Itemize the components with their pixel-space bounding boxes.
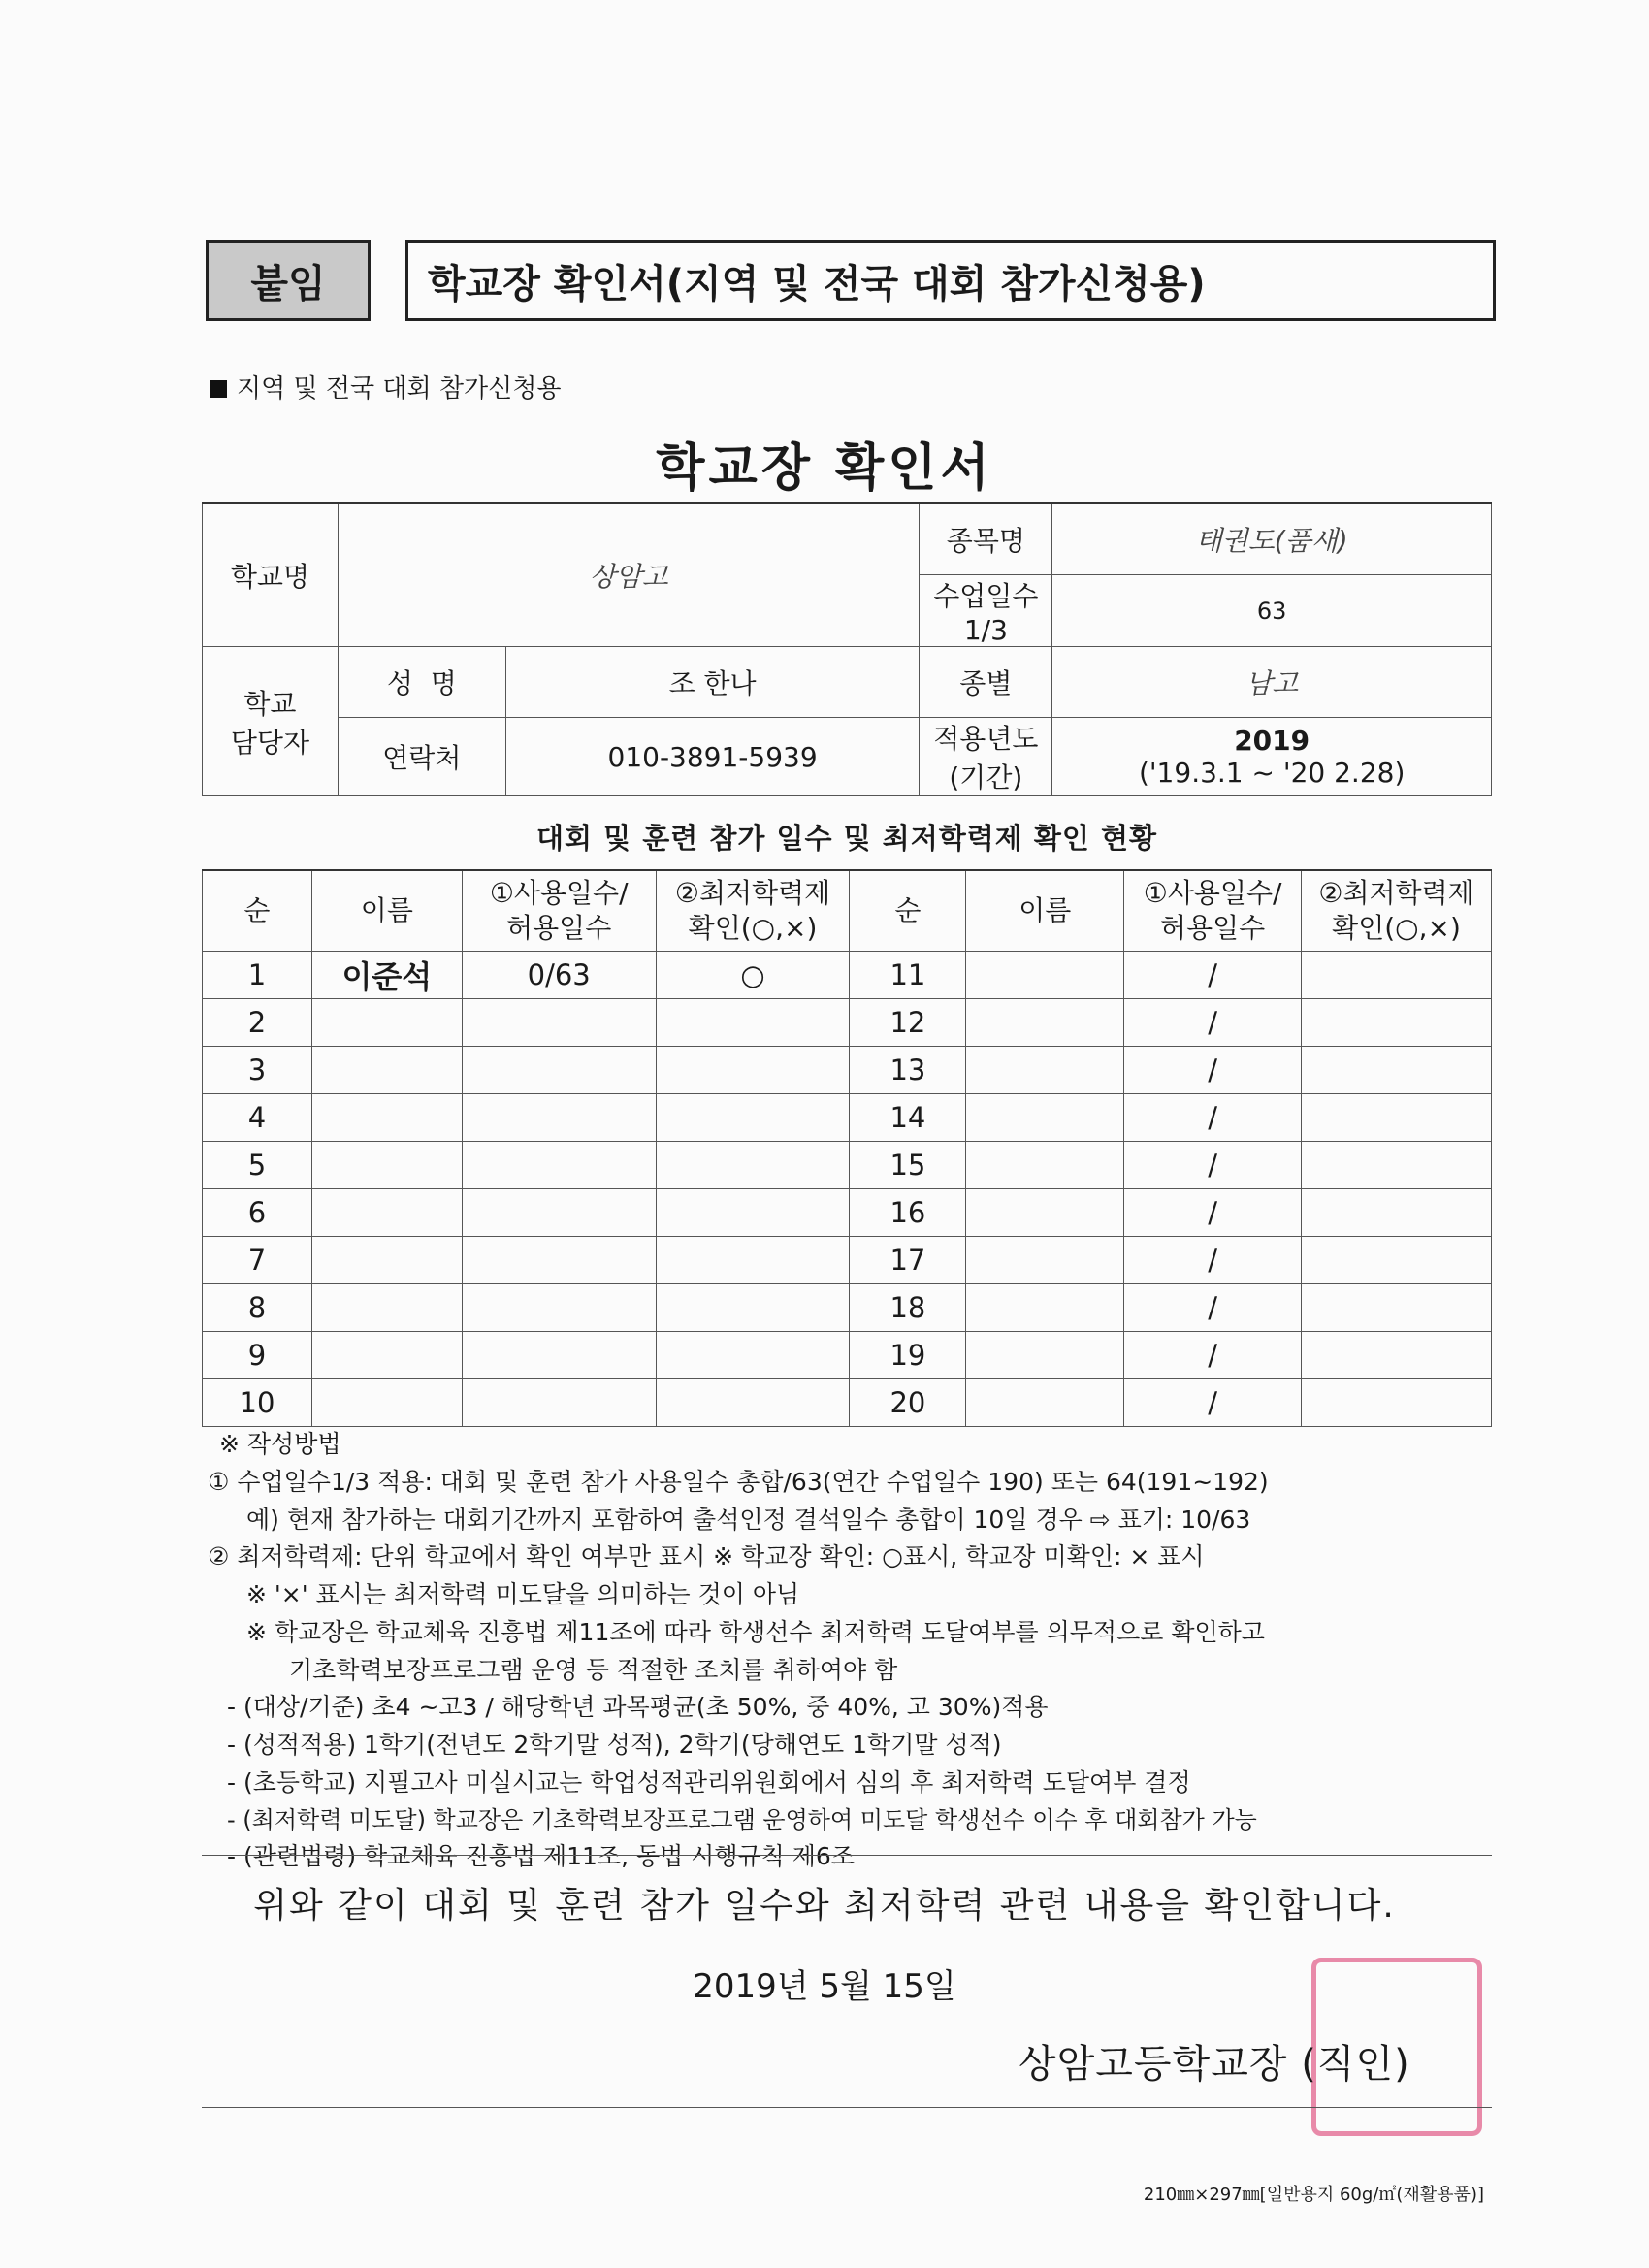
col-check-right (1302, 870, 1492, 952)
note-d3: - (초등학교) 지필고사 미실시교는 학업성적관리위원회에서 심의 후 최저학력 도달여부 결정 (227, 1767, 1191, 1797)
row-days: / (1124, 1142, 1302, 1189)
info-table (202, 502, 1492, 796)
col-check-left-line1: ②최저학력제 (674, 876, 831, 909)
row-no: 19 (850, 1332, 966, 1379)
row-no: 6 (203, 1189, 312, 1237)
row-name (966, 1284, 1124, 1332)
school-label: 학교명 (203, 503, 339, 647)
row-check (1302, 952, 1492, 999)
row-check (656, 1047, 850, 1094)
col-check-right-line2: 확인(○,×) (1332, 912, 1461, 944)
row-name (966, 1142, 1124, 1189)
period-value: ('19.3.1 ~ '20 2.28) (1138, 757, 1406, 789)
table-row (203, 952, 1492, 999)
row-days (462, 1094, 656, 1142)
row-name (311, 999, 462, 1047)
year-label-line1: 적용년도 (933, 723, 1039, 755)
row-days: / (1124, 1094, 1302, 1142)
col-check-left (656, 870, 850, 952)
col-no-right: 순 (850, 870, 966, 952)
row-name (966, 1189, 1124, 1237)
divider-top (202, 1855, 1492, 1856)
table-row (203, 999, 1492, 1047)
row-no: 17 (850, 1237, 966, 1284)
row-no: 20 (850, 1379, 966, 1427)
row-name (311, 1284, 462, 1332)
row-name (311, 1379, 462, 1427)
days-value: 63 (1052, 575, 1492, 647)
table-row (203, 1047, 1492, 1094)
staff-label (203, 647, 339, 796)
note-4a: ※ 학교장은 학교체육 진흥법 제11조에 따라 학생선수 최저학력 도달여부를 의무적으로 확인하고 (246, 1617, 1265, 1646)
section-title: 대회 및 훈련 참가 일수 및 최저학력제 확인 현황 (535, 822, 1158, 855)
roster-header-row (203, 870, 1492, 952)
row-name: 이준석 (311, 952, 462, 999)
row-no: 7 (203, 1237, 312, 1284)
row-no: 3 (203, 1047, 312, 1094)
roster-table (202, 869, 1492, 1427)
year-value: 2019 (1234, 725, 1310, 757)
row-check (656, 1284, 850, 1332)
event-value: 태권도(품새) (1052, 503, 1492, 575)
row-name (311, 1047, 462, 1094)
row-days: 0/63 (462, 952, 656, 999)
row-check (656, 1094, 850, 1142)
square-bullet-icon (210, 380, 227, 398)
row-days (462, 1332, 656, 1379)
row-check (656, 1142, 850, 1189)
row-name (966, 952, 1124, 999)
gender-value: 남고 (1052, 647, 1492, 718)
row-name (311, 1237, 462, 1284)
col-name-right: 이름 (966, 870, 1124, 952)
row-days: / (1124, 1047, 1302, 1094)
table-row (203, 1284, 1492, 1332)
event-label: 종목명 (920, 503, 1052, 575)
note-d4: - (최저학력 미도달) 학교장은 기초학력보장프로그램 운영하여 미도달 학생선수 이수 후 대회참가 가능 (227, 1805, 1257, 1833)
col-check-right-line1: ②최저학력제 (1318, 876, 1474, 909)
days-label-line1: 수업일수 (933, 580, 1039, 612)
days-label (920, 575, 1052, 647)
row-check (1302, 999, 1492, 1047)
row-days: / (1124, 999, 1302, 1047)
row-check (1302, 1332, 1492, 1379)
contact-value: 010-3891-5939 (505, 718, 920, 796)
attachment-tag: 붙임 (206, 240, 371, 321)
col-no-left: 순 (203, 870, 312, 952)
year-cell (1052, 718, 1492, 796)
col-name-left: 이름 (311, 870, 462, 952)
row-no: 14 (850, 1094, 966, 1142)
confirmation-statement: 위와 같이 대회 및 훈련 참가 일수와 최저학력 관련 내용을 확인합니다. (253, 1886, 1396, 1926)
note-d2: - (성적적용) 1학기(전년도 2학기말 성적), 2학기(당해연도 1학기말 성적) (227, 1731, 1002, 1759)
row-check (1302, 1189, 1492, 1237)
row-no: 5 (203, 1142, 312, 1189)
row-no: 18 (850, 1284, 966, 1332)
row-check (656, 1189, 850, 1237)
note-d5: - (관련법령) 학교체육 진흥법 제11조, 동법 시행규칙 제6조 (227, 1841, 855, 1870)
row-days (462, 1284, 656, 1332)
days-label-line2: 1/3 (963, 614, 1008, 646)
gender-label: 종별 (920, 647, 1052, 718)
note-d1: - (대상/기준) 초4 ~고3 / 해당학년 과목평균(초 50%, 중 40%, 고 30%)적용 (227, 1693, 1049, 1722)
table-row (203, 1189, 1492, 1237)
subheading (210, 369, 561, 405)
row-days: / (1124, 952, 1302, 999)
divider-bottom (202, 2107, 1492, 2108)
row-name (311, 1332, 462, 1379)
row-days (462, 1189, 656, 1237)
row-no: 10 (203, 1379, 312, 1427)
row-days (462, 999, 656, 1047)
document-title: 학교장 확인서 (656, 439, 993, 498)
note-3: ※ '×' 표시는 최저학력 미도달을 의미하는 것이 아님 (246, 1580, 800, 1608)
note-2: ② 최저학력제: 단위 학교에서 확인 여부만 표시 ※ 학교장 확인: ○표시, 학교장 미확인: × 표시 (208, 1542, 1205, 1571)
row-no: 9 (203, 1332, 312, 1379)
note-1a: ① 수업일수1/3 적용: 대회 및 훈련 참가 사용일수 총합/63(연간 수업일수 190) 또는 64(191~192) (208, 1467, 1269, 1496)
row-name (966, 1047, 1124, 1094)
row-check (1302, 1284, 1492, 1332)
contact-label: 연락처 (338, 718, 505, 796)
school-value: 상암고 (338, 503, 920, 647)
row-check (656, 1332, 850, 1379)
table-row (203, 1094, 1492, 1142)
row-no: 15 (850, 1142, 966, 1189)
col-days-left-line2: 허용일수 (506, 912, 612, 944)
row-days (462, 1237, 656, 1284)
col-days-right (1124, 870, 1302, 952)
row-check (1302, 1094, 1492, 1142)
staff-label-line2: 담당자 (230, 726, 310, 759)
note-4b: 기초학력보장프로그램 운영 등 적절한 조치를 취하여야 함 (289, 1655, 898, 1684)
row-no: 4 (203, 1094, 312, 1142)
table-row (203, 1237, 1492, 1284)
signer: 상암고등학교장 (직인) (1018, 2042, 1410, 2087)
col-days-left-line1: ①사용일수/ (489, 876, 629, 909)
row-days: / (1124, 1237, 1302, 1284)
row-days: / (1124, 1189, 1302, 1237)
row-check (656, 1237, 850, 1284)
year-label-line2: (기간) (949, 761, 1023, 794)
row-no: 1 (203, 952, 312, 999)
row-check (1302, 1047, 1492, 1094)
name-label: 성 명 (338, 647, 505, 718)
row-no: 2 (203, 999, 312, 1047)
table-row (203, 1332, 1492, 1379)
row-no: 13 (850, 1047, 966, 1094)
row-no: 16 (850, 1189, 966, 1237)
col-days-right-line2: 허용일수 (1160, 912, 1266, 944)
row-no: 12 (850, 999, 966, 1047)
notes-heading: ※ 작성방법 (219, 1430, 341, 1458)
year-label (920, 718, 1052, 796)
row-no: 11 (850, 952, 966, 999)
row-name (311, 1189, 462, 1237)
note-1b: 예) 현재 참가하는 대회기간까지 포함하여 출석인정 결석일수 총합이 10일 경우 ⇨ 표기: 10/63 (246, 1505, 1251, 1534)
col-days-left (462, 870, 656, 952)
row-name (966, 1379, 1124, 1427)
row-name (966, 1332, 1124, 1379)
name-value: 조 한나 (505, 647, 920, 718)
col-days-right-line1: ①사용일수/ (1143, 876, 1282, 909)
instructions (208, 1426, 1498, 1875)
row-check (1302, 1379, 1492, 1427)
table-row (203, 1379, 1492, 1427)
row-check (1302, 1142, 1492, 1189)
table-row (203, 1142, 1492, 1189)
row-name (311, 1142, 462, 1189)
row-no: 8 (203, 1284, 312, 1332)
row-name (311, 1094, 462, 1142)
staff-label-line1: 학교 (243, 687, 297, 720)
col-check-left-line2: 확인(○,×) (688, 912, 818, 944)
row-check (656, 999, 850, 1047)
row-name (966, 999, 1124, 1047)
row-days (462, 1047, 656, 1094)
issue-date: 2019년 5월 15일 (693, 1967, 956, 2006)
row-days: / (1124, 1332, 1302, 1379)
row-days: / (1124, 1379, 1302, 1427)
row-check (1302, 1237, 1492, 1284)
subheading-text: 지역 및 전국 대회 참가신청용 (237, 374, 562, 404)
row-days (462, 1379, 656, 1427)
row-days: / (1124, 1284, 1302, 1332)
row-check (656, 1379, 850, 1427)
row-check: ○ (656, 952, 850, 999)
row-days (462, 1142, 656, 1189)
form-header-title: 학교장 확인서(지역 및 전국 대회 참가신청용) (405, 240, 1496, 321)
row-name (966, 1094, 1124, 1142)
row-name (966, 1237, 1124, 1284)
paper-spec: 210㎜×297㎜[일반용지 60g/㎡(재활용품)] (1143, 2185, 1484, 2205)
